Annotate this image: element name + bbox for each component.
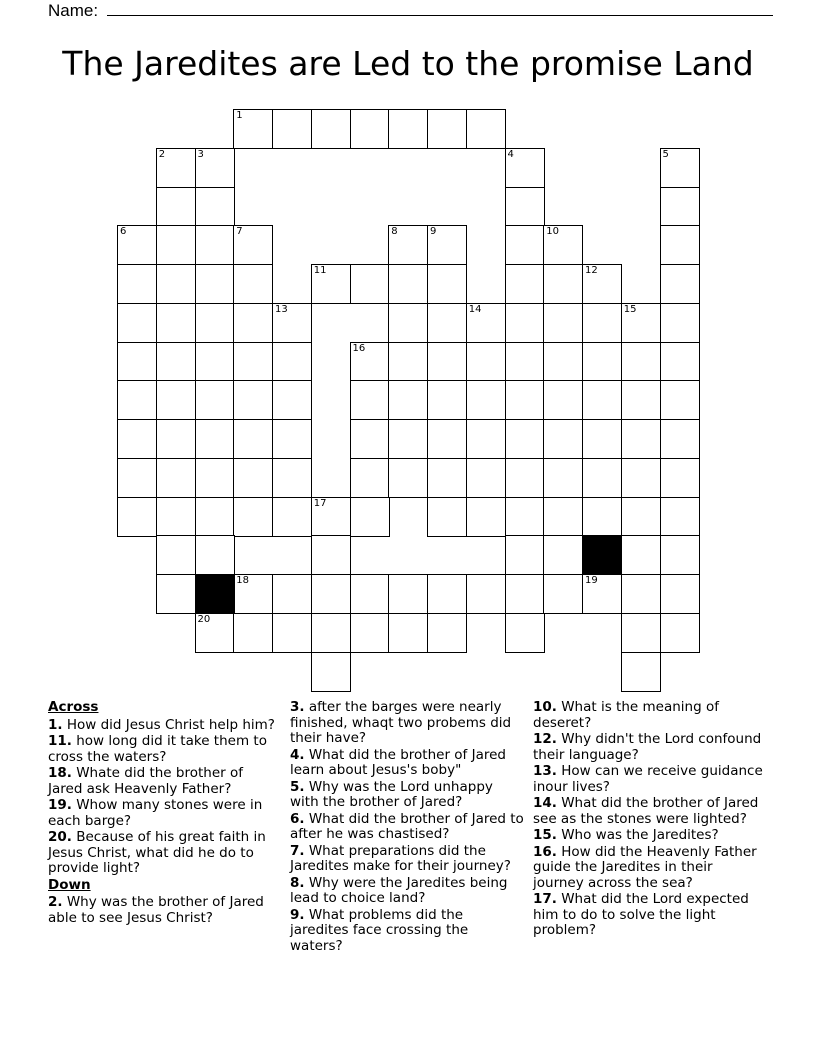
grid-cell[interactable] [660, 497, 700, 537]
grid-cell[interactable] [195, 187, 235, 227]
grid-cell[interactable] [427, 342, 467, 382]
grid-cell[interactable] [156, 148, 196, 188]
clue-num: 14. [533, 795, 557, 811]
clue-down [533, 796, 763, 827]
grid-cell[interactable] [621, 497, 661, 537]
grid-cell[interactable] [582, 574, 622, 614]
grid-cell[interactable] [505, 225, 545, 265]
grid-cell[interactable] [505, 264, 545, 304]
grid-cell[interactable] [117, 419, 157, 459]
grid-cell[interactable] [505, 419, 545, 459]
clue-down [290, 748, 524, 779]
clue-text: What is the meaning of deseret? [533, 699, 719, 731]
grid-cell[interactable] [388, 574, 428, 614]
clue-number: 15 [623, 303, 637, 315]
grid-cell[interactable] [582, 497, 622, 537]
clue-number: 11 [313, 265, 327, 276]
grid-cell[interactable] [582, 380, 622, 420]
grid-cell[interactable] [311, 613, 351, 653]
clue-number: 12 [585, 265, 598, 276]
clue-number: 9 [430, 226, 437, 238]
grid-cell[interactable] [660, 225, 700, 265]
clue-text: How did Jesus Christ help him? [62, 716, 275, 733]
grid-cell[interactable] [117, 264, 157, 304]
clue-text: How did the Heavenly Father guide the Jaredites in their journey across the sea? [533, 843, 757, 891]
name-label: Name: [48, 1, 103, 20]
clue-num: 18. [48, 765, 72, 781]
grid-cell[interactable] [621, 613, 661, 653]
grid-cell[interactable] [466, 380, 506, 420]
grid-cell[interactable] [233, 109, 273, 149]
grid-cell[interactable] [156, 264, 196, 304]
clue-text: How can we receive guidance inour lives? [533, 763, 763, 795]
grid-cell[interactable] [388, 225, 428, 265]
grid-cell[interactable] [543, 303, 583, 343]
across-heading: Across [48, 699, 99, 715]
clue-num: 16. [533, 843, 557, 860]
clue-down [290, 780, 524, 811]
down-heading: Down [48, 876, 91, 893]
grid-cell[interactable] [660, 187, 700, 227]
grid-cell[interactable] [117, 225, 157, 265]
black-square [195, 574, 235, 614]
grid-cell[interactable] [195, 613, 235, 653]
grid-cell[interactable] [505, 187, 545, 227]
grid-cell[interactable] [466, 109, 506, 149]
clue-num: 1. [48, 716, 63, 733]
grid-cell[interactable] [156, 342, 196, 382]
grid-cell[interactable] [156, 187, 196, 227]
grid-cell[interactable] [272, 380, 312, 420]
clue-column-3 [533, 700, 763, 940]
grid-cell[interactable] [621, 574, 661, 614]
grid-cell[interactable] [543, 264, 583, 304]
grid-cell[interactable] [350, 497, 390, 537]
grid-cell[interactable] [350, 264, 390, 304]
clue-num: 13. [533, 763, 557, 779]
grid-cell[interactable] [582, 264, 622, 304]
name-line [48, 0, 773, 20]
grid-cell[interactable] [311, 497, 351, 537]
grid-cell[interactable] [117, 342, 157, 382]
grid-cell[interactable] [466, 458, 506, 498]
grid-cell[interactable] [156, 535, 196, 575]
clue-num: 6. [290, 810, 305, 827]
grid-cell[interactable] [543, 458, 583, 498]
grid-cell[interactable] [388, 458, 428, 498]
clue-text: Who was the Jaredites? [556, 827, 719, 843]
clue-number: 7 [236, 226, 243, 238]
grid-cell[interactable] [427, 419, 467, 459]
clue-across [48, 718, 280, 734]
grid-cell[interactable] [388, 342, 428, 382]
grid-cell[interactable] [350, 458, 390, 498]
grid-cell[interactable] [543, 574, 583, 614]
grid-cell[interactable] [156, 380, 196, 420]
clue-number: 3 [197, 148, 204, 160]
grid-cell[interactable] [660, 264, 700, 304]
grid-cell[interactable] [427, 613, 467, 653]
grid-cell[interactable] [582, 342, 622, 382]
grid-cell[interactable] [427, 303, 467, 343]
grid-cell[interactable] [272, 419, 312, 459]
grid-cell[interactable] [388, 380, 428, 420]
clue-num: 20. [48, 829, 72, 845]
grid-cell[interactable] [505, 574, 545, 614]
grid-cell[interactable] [233, 303, 273, 343]
clue-text: Why was the Lord unhappy with the brother of Jared? [290, 778, 493, 810]
grid-cell[interactable] [505, 613, 545, 653]
grid-cell[interactable] [117, 458, 157, 498]
grid-cell[interactable] [621, 458, 661, 498]
grid-cell[interactable] [117, 380, 157, 420]
grid-cell[interactable] [350, 342, 390, 382]
clue-number: 6 [120, 226, 127, 238]
clue-number: 8 [391, 226, 398, 238]
grid-cell[interactable] [582, 303, 622, 343]
grid-cell[interactable] [195, 535, 235, 575]
grid-cell[interactable] [660, 613, 700, 653]
grid-cell[interactable] [543, 380, 583, 420]
grid-cell[interactable] [660, 419, 700, 459]
clue-num: 2. [48, 894, 63, 910]
clue-num: 10. [533, 699, 557, 715]
grid-cell[interactable] [388, 613, 428, 653]
clue-text: how long did it take them to cross the waters? [48, 733, 267, 765]
clue-across [48, 798, 280, 829]
clue-text: Why were the Jaredites being lead to choice land? [290, 874, 508, 906]
name-blank[interactable] [107, 0, 773, 16]
grid-cell[interactable] [427, 380, 467, 420]
grid-cell[interactable] [660, 342, 700, 382]
clue-down [533, 732, 763, 763]
clue-num: 15. [533, 827, 557, 843]
grid-cell[interactable] [195, 458, 235, 498]
grid-cell[interactable] [621, 303, 661, 343]
clue-number: 20 [197, 613, 211, 625]
grid-cell[interactable] [621, 342, 661, 382]
clue-num: 8. [290, 874, 305, 891]
clue-down [290, 812, 524, 843]
grid-cell[interactable] [350, 613, 390, 653]
grid-cell[interactable] [195, 148, 235, 188]
grid-cell[interactable] [427, 109, 467, 149]
down-list-part-1 [48, 895, 280, 926]
clue-text: What preparations did the Jaredites make for their journey? [290, 842, 511, 874]
clue-text: Because of his great faith in Jesus Christ, what did he do to provide light? [48, 829, 266, 876]
clue-num: 11. [48, 733, 72, 749]
clue-down [533, 700, 763, 731]
clue-column-2 [290, 700, 524, 955]
grid-cell[interactable] [233, 342, 273, 382]
grid-cell[interactable] [388, 109, 428, 149]
clue-num: 12. [533, 731, 557, 747]
clue-text: Whate did the brother of Jared ask Heavenly Father? [48, 765, 243, 797]
grid-cell[interactable] [427, 574, 467, 614]
clue-text: What problems did the jaredites face crossing the waters? [290, 906, 469, 954]
clue-text: What did the Lord expected him to do to solve the light problem? [533, 891, 749, 938]
grid-cell[interactable] [427, 497, 467, 537]
clue-down [533, 845, 763, 892]
clue-num: 4. [290, 746, 305, 763]
clue-number: 1 [236, 110, 243, 121]
grid-cell[interactable] [350, 109, 390, 149]
grid-cell[interactable] [505, 497, 545, 537]
clue-across [48, 734, 280, 765]
grid-cell[interactable] [156, 497, 196, 537]
grid-cell[interactable] [195, 225, 235, 265]
grid-cell[interactable] [660, 303, 700, 343]
clue-num: 7. [290, 842, 305, 859]
clue-number: 10 [546, 226, 559, 238]
grid-cell[interactable] [621, 419, 661, 459]
clue-num: 17. [533, 891, 557, 907]
grid-cell[interactable] [621, 380, 661, 420]
grid-cell[interactable] [505, 535, 545, 575]
down-list-part-2 [290, 700, 524, 954]
grid-cell[interactable] [466, 497, 506, 537]
grid-cell[interactable] [388, 264, 428, 304]
grid-cell[interactable] [156, 458, 196, 498]
grid-cell[interactable] [350, 574, 390, 614]
grid-cell[interactable] [388, 419, 428, 459]
grid-cell[interactable] [427, 264, 467, 304]
grid-cell[interactable] [543, 497, 583, 537]
clue-across [48, 830, 280, 877]
grid-cell[interactable] [272, 303, 312, 343]
grid-cell[interactable] [621, 535, 661, 575]
grid-cell[interactable] [233, 613, 273, 653]
grid-cell[interactable] [195, 380, 235, 420]
grid-cell[interactable] [311, 264, 351, 304]
grid-cell[interactable] [582, 419, 622, 459]
clue-down [48, 895, 280, 926]
clue-number: 16 [352, 342, 366, 354]
grid-cell[interactable] [543, 342, 583, 382]
grid-cell[interactable] [660, 574, 700, 614]
clue-across [48, 766, 280, 797]
grid-cell[interactable] [350, 419, 390, 459]
grid-cell[interactable] [543, 535, 583, 575]
grid-cell[interactable] [505, 148, 545, 188]
clue-down [533, 892, 763, 939]
grid-cell[interactable] [505, 303, 545, 343]
clue-text: What did the brother of Jared to after he was chastised? [290, 810, 524, 842]
clue-number: 4 [507, 148, 514, 160]
grid-cell[interactable] [195, 342, 235, 382]
grid-cell[interactable] [505, 380, 545, 420]
grid-cell[interactable] [543, 419, 583, 459]
grid-cell[interactable] [233, 264, 273, 304]
clue-num: 3. [290, 699, 305, 715]
grid-cell[interactable] [233, 225, 273, 265]
clue-num: 9. [290, 906, 305, 923]
grid-cell[interactable] [195, 303, 235, 343]
grid-cell[interactable] [466, 419, 506, 459]
clue-num: 19. [48, 797, 72, 813]
down-list-part-3 [533, 700, 763, 939]
grid-cell[interactable] [582, 458, 622, 498]
grid-cell[interactable] [233, 574, 273, 614]
clue-number: 5 [662, 148, 669, 160]
grid-cell[interactable] [543, 225, 583, 265]
grid-cell[interactable] [156, 574, 196, 614]
grid-cell[interactable] [427, 225, 467, 265]
grid-cell[interactable] [195, 419, 235, 459]
grid-cell[interactable] [505, 342, 545, 382]
black-square [582, 535, 622, 575]
grid-cell[interactable] [621, 652, 661, 692]
grid-cell[interactable] [660, 535, 700, 575]
grid-cell[interactable] [156, 419, 196, 459]
clue-number: 19 [585, 575, 598, 586]
grid-cell[interactable] [311, 652, 351, 692]
grid-cell[interactable] [427, 458, 467, 498]
grid-cell[interactable] [272, 613, 312, 653]
grid-cell[interactable] [233, 380, 273, 420]
grid-cell[interactable] [195, 497, 235, 537]
grid-cell[interactable] [660, 380, 700, 420]
clue-down [290, 700, 524, 747]
clue-text: What did the brother of Jared see as the stones were lighted? [533, 795, 759, 827]
grid-cell[interactable] [156, 303, 196, 343]
clue-num: 5. [290, 778, 305, 795]
grid-cell[interactable] [195, 264, 235, 304]
clue-down [533, 828, 763, 844]
clue-number: 14 [468, 303, 482, 315]
clue-down [533, 764, 763, 795]
grid-cell[interactable] [505, 458, 545, 498]
clue-text: Why was the brother of Jared able to see Jesus Christ? [48, 894, 264, 926]
grid-cell[interactable] [466, 342, 506, 382]
grid-cell[interactable] [466, 574, 506, 614]
clue-text: Whow many stones were in each barge? [48, 797, 263, 829]
grid-cell[interactable] [272, 458, 312, 498]
grid-cell[interactable] [272, 109, 312, 149]
clue-text: after the barges were nearly finished, whaqt two probems did their have? [290, 699, 512, 746]
clue-down [290, 876, 524, 907]
grid-cell[interactable] [660, 148, 700, 188]
grid-cell[interactable] [466, 303, 506, 343]
clue-column-1 [48, 700, 280, 927]
clue-number: 13 [275, 303, 288, 315]
grid-cell[interactable] [156, 225, 196, 265]
grid-cell[interactable] [117, 303, 157, 343]
grid-cell[interactable] [233, 458, 273, 498]
clue-number: 2 [158, 148, 166, 160]
clue-down [290, 908, 524, 955]
grid-cell[interactable] [117, 497, 157, 537]
grid-cell[interactable] [272, 574, 312, 614]
clue-text: What did the brother of Jared learn about Jesus's boby" [290, 746, 506, 778]
grid-cell[interactable] [233, 497, 273, 537]
page-title: The Jaredites are Led to the promise Land [62, 44, 754, 83]
grid-cell[interactable] [311, 535, 351, 575]
grid-cell[interactable] [272, 497, 312, 537]
grid-cell[interactable] [388, 303, 428, 343]
grid-cell[interactable] [311, 109, 351, 149]
clue-number: 18 [236, 575, 249, 586]
grid-cell[interactable] [272, 342, 312, 382]
across-list [48, 718, 280, 877]
grid-cell[interactable] [350, 380, 390, 420]
grid-cell[interactable] [233, 419, 273, 459]
clue-text: Why didn't the Lord confound their language? [533, 731, 762, 763]
grid-cell[interactable] [311, 574, 351, 614]
grid-cell[interactable] [660, 458, 700, 498]
clue-down [290, 844, 524, 875]
clue-number: 17 [313, 497, 327, 509]
